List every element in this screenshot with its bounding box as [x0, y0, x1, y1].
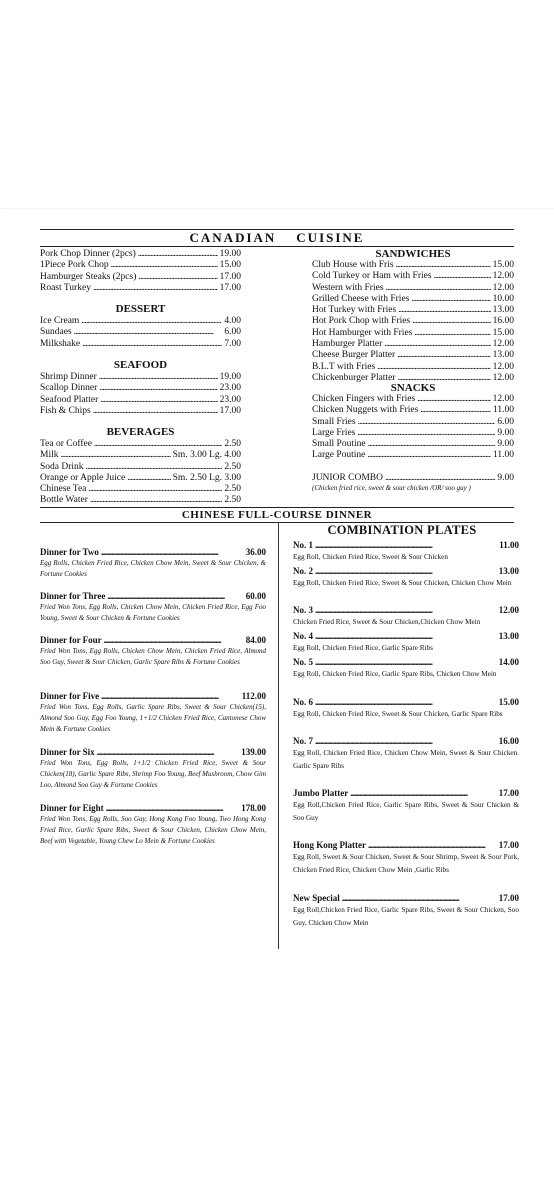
item-name: Dinner for Three — [40, 591, 106, 601]
item-price: 17.00 — [219, 405, 241, 416]
menu-item — [40, 484, 241, 495]
new-special — [293, 892, 519, 930]
combo-plate — [293, 604, 519, 629]
item-name: Bottle Water — [40, 495, 88, 506]
item-name: B.L.T with Fries — [312, 361, 376, 372]
item-price: 11.00 — [499, 540, 519, 550]
menu-item — [40, 802, 266, 814]
menu-item — [40, 746, 266, 758]
item-price: 23.00 — [219, 383, 241, 394]
combo-plate — [293, 696, 519, 721]
menu-item — [293, 565, 519, 577]
chinese-dinner-header: CHINESE FULL-COURSE DINNER — [40, 507, 514, 523]
item-name: Dinner for Two — [40, 547, 99, 557]
dinner-block — [40, 546, 266, 580]
item-price: 16.00 — [492, 316, 514, 327]
item-name: Small Fries — [312, 416, 356, 427]
item-name: Jumbo Platter — [293, 788, 349, 798]
dinner-block — [40, 802, 266, 847]
item-price: 11.00 — [492, 450, 514, 461]
item-price: 6.00 — [497, 416, 514, 427]
item-price: 12.00 — [492, 282, 514, 293]
item-description: Fried Won Tons, Egg Rolls, 1+1/2 Chicken Fried Rice, Sweet & Sour Chicken(18), Garlic Spare Ribs, Shrimp Foo Young, Beef Mushroom, Chow Gim Loo, Almond Soo Guy & Fortune Cookies — [40, 759, 266, 789]
item-name: Fish & Chips — [40, 405, 91, 416]
item-name: New Special — [293, 893, 340, 903]
item-price: 17.00 — [498, 788, 519, 798]
item-price: 11.00 — [492, 405, 514, 416]
item-price: 12.00 — [492, 394, 514, 404]
item-name: Dinner for Four — [40, 635, 102, 645]
beverages-list — [40, 439, 241, 507]
dinner-block — [40, 590, 266, 624]
menu-item — [40, 327, 241, 338]
item-price: 139.00 — [241, 747, 266, 757]
combo-plate — [293, 539, 519, 564]
item-name: No. 6 — [293, 697, 313, 707]
canadian-title: CANADIAN — [189, 230, 277, 245]
item-name: Club House with Fris — [312, 260, 394, 270]
item-description: Fried Won Tons, Egg Rolls, Soo Guy, Hong Kong Foo Young, Two Hong Kong Fried Rice, Garlic Spare Ribs, Sweet & Sour Chicken, Chicken Chow Mein, Beef with Vegetable, Young Chew Lo Mein & Fortune Cookies — [40, 815, 266, 845]
combo-plate — [293, 565, 519, 590]
sandwiches-heading: SANDWICHES — [375, 248, 451, 260]
item-price: 17.00 — [219, 271, 241, 282]
menu-item — [293, 839, 519, 851]
item-price: 9.00 — [497, 439, 514, 450]
menu-item — [40, 383, 241, 394]
menu-item — [312, 405, 514, 416]
item-name: Sundaes — [40, 327, 72, 338]
item-price: 60.00 — [245, 591, 266, 601]
item-name: Chicken Nuggets with Fries — [312, 405, 419, 416]
menu-item — [40, 283, 241, 294]
background-bottom — [0, 992, 554, 1200]
beverages-heading: BEVERAGES — [106, 426, 175, 438]
item-name: No. 5 — [293, 657, 313, 667]
menu-item — [40, 546, 266, 558]
item-name: Large Fries — [312, 427, 356, 438]
dessert-list — [40, 316, 241, 350]
menu-item — [40, 590, 266, 602]
item-name: Orange or Apple Juice — [40, 472, 126, 483]
item-price: 19.00 — [219, 249, 241, 259]
item-price: 23.00 — [219, 394, 241, 405]
menu-item — [293, 735, 519, 747]
menu-item — [40, 450, 241, 461]
item-description: Egg Roll, Chicken Fried Rice, Garlic Spare Ribs — [293, 644, 433, 652]
item-price: 13.00 — [498, 566, 519, 576]
item-name: Small Poutine — [312, 439, 366, 450]
item-name: Milk — [40, 450, 59, 461]
item-price: 4.00 — [224, 316, 241, 326]
menu-item — [312, 316, 514, 327]
item-description: Chicken Fried Rice, Sweet & Sour Chicken,Chicken Chow Mein — [293, 618, 481, 626]
menu-item — [40, 395, 241, 406]
menu-item — [40, 249, 241, 260]
item-name: Cheese Burger Platter — [312, 350, 396, 361]
item-price: 12.00 — [492, 361, 514, 372]
dinner-block — [40, 690, 266, 735]
menu-item — [293, 696, 519, 708]
menu-item — [40, 462, 241, 473]
item-price: Sm. 2.50 Lg. 3.00 — [172, 472, 241, 483]
item-price: 36.00 — [245, 547, 266, 557]
item-name: Tea or Coffee — [40, 439, 92, 449]
item-name: Hot Hamburger with Fries — [312, 327, 413, 338]
menu-item — [40, 272, 241, 283]
item-price: 17.00 — [498, 893, 519, 903]
item-price: 19.00 — [219, 372, 241, 382]
menu-item — [293, 656, 519, 668]
item-price: 12.00 — [492, 271, 514, 282]
menu-item — [293, 892, 519, 904]
menu-item — [293, 787, 519, 799]
menu-item — [312, 350, 514, 361]
combination-plates-heading: COMBINATION PLATES — [327, 523, 477, 537]
item-name: JUNIOR COMBO — [312, 473, 383, 483]
menu-item — [312, 450, 514, 461]
dinner-block — [40, 634, 266, 668]
item-price: 13.00 — [492, 305, 514, 316]
item-name: Dinner for Eight — [40, 803, 104, 813]
menu-item — [312, 417, 514, 428]
canadian-mains-list — [40, 249, 241, 294]
item-name: Chicken Fingers with Fries — [312, 394, 416, 404]
item-name: Roast Turkey — [40, 282, 91, 293]
item-price: 2.50 — [224, 461, 241, 472]
item-description: Egg Roll, Chicken Fried Rice, Sweet & Sour Chicken — [293, 553, 448, 561]
menu-item — [40, 690, 266, 702]
junior-combo-note: (Chicken fried rice, sweet & sour chicken /OR/ soo guy ) — [312, 484, 471, 493]
item-price: Sm. 3.00 Lg. 4.00 — [172, 450, 241, 461]
junior-combo — [312, 473, 514, 493]
menu-item — [312, 428, 514, 439]
item-price: 10.00 — [492, 293, 514, 304]
item-name: Hong Kong Platter — [293, 840, 366, 850]
item-description: Egg Roll, Sweet & Sour Chicken, Sweet & Sour Shrimp, Sweet & Sour Pork, Chicken Fried Rice, Chicken Chow Mein ,Garlic Ribs — [293, 853, 519, 874]
item-name: Soda Drink — [40, 461, 84, 472]
seafood-list — [40, 372, 241, 417]
dinner-block — [40, 746, 266, 791]
menu-item — [312, 305, 514, 316]
combo-plate — [293, 656, 519, 681]
item-price: 9.00 — [497, 427, 514, 438]
item-price: 12.00 — [492, 372, 514, 383]
item-name: 1Piece Pork Chop — [40, 260, 109, 271]
dessert-heading: DESSERT — [115, 303, 166, 315]
menu-item — [312, 294, 514, 305]
menu-item — [312, 439, 514, 450]
menu-item — [40, 372, 241, 383]
item-name: Hot Pork Chop with Fries — [312, 316, 411, 327]
menu-item — [40, 260, 241, 271]
item-description: Egg Roll,Chicken Fried Rice, Garlic Spare Ribs, Sweet & Sour Chicken & Soo Guy — [293, 801, 519, 822]
menu-item — [40, 316, 241, 327]
menu-item — [40, 473, 241, 484]
item-price: 6.00 — [224, 327, 241, 338]
item-price: 2.50 — [224, 439, 241, 449]
item-price: 17.00 — [498, 840, 519, 850]
item-description: Egg Roll, Chicken Fried Rice, Garlic Spare Ribs, Chicken Chow Mein — [293, 670, 497, 678]
seafood-heading: SEAFOOD — [113, 359, 168, 371]
item-price: 112.00 — [241, 691, 266, 701]
item-name: Ice Cream — [40, 316, 80, 326]
item-description: Egg Roll, Chicken Fried Rice, Sweet & Sour Chicken, Garlic Spare Ribs — [293, 710, 503, 718]
combo-plate — [293, 630, 519, 655]
item-price: 2.50 — [224, 484, 241, 495]
item-name: No. 4 — [293, 631, 313, 641]
item-name: Large Poutine — [312, 450, 366, 461]
item-name: Cold Turkey or Ham with Fries — [312, 271, 432, 282]
item-price: 13.00 — [492, 350, 514, 361]
item-name: No. 2 — [293, 566, 313, 576]
item-name: Hamburger Steaks (2pcs) — [40, 271, 137, 282]
item-price: 14.00 — [498, 657, 519, 667]
item-price: 17.00 — [219, 282, 241, 293]
menu-item — [40, 339, 241, 350]
item-name: Milkshake — [40, 338, 81, 349]
canadian-cuisine-header — [40, 229, 514, 247]
menu-item — [293, 539, 519, 551]
sandwiches-list — [312, 260, 514, 384]
item-price: 15.00 — [498, 697, 519, 707]
item-description: Fried Won Tons, Egg Rolls, Garlic Spare Ribs, Sweet & Sour Chicken(15), Almond Soo Guy, Egg Foo Young, 1+1/2 Chicken Fried Rice, Cantonese Chow Mein & Fortune Cookies — [40, 703, 266, 733]
menu-item — [40, 406, 241, 417]
item-price: 84.00 — [245, 635, 266, 645]
item-description: Egg Roll, Chicken Fried Rice, Chicken Chow Mein, Sweet & Sour Chicken. Garlic Spare Ribs — [293, 749, 519, 770]
menu-item — [312, 328, 514, 339]
item-name: Seafood Platter — [40, 394, 99, 405]
menu-item — [312, 362, 514, 373]
item-description: Egg Rolls, Chicken Fried Rice, Chicken Chow Mein, Sweet & Sour Chicken, & Fortune Cookies — [40, 559, 266, 578]
item-name: Western with Fries — [312, 282, 384, 293]
menu-item — [312, 394, 514, 405]
item-name: No. 1 — [293, 540, 313, 550]
cuisine-title: CUISINE — [296, 230, 365, 245]
menu-item — [40, 634, 266, 646]
item-name: Hamburger Platter — [312, 339, 383, 350]
menu-item — [312, 260, 514, 271]
item-price: 15.00 — [219, 260, 241, 271]
item-description: Egg Roll,Chicken Fried Rice, Garlic Spare Ribs, Sweet & Sour Chicken, Soo Guy, Chicken Chow Mein — [293, 906, 519, 927]
snacks-heading: SNACKS — [390, 382, 436, 394]
item-price: 9.00 — [497, 473, 514, 483]
menu-item — [312, 339, 514, 350]
item-name: Chickenburger Platter — [312, 372, 396, 383]
jumbo-platter — [293, 787, 519, 825]
menu-item — [293, 630, 519, 642]
background-top — [0, 0, 554, 209]
item-price: 12.00 — [498, 605, 519, 615]
item-name: Hot Turkey with Fries — [312, 305, 397, 316]
item-name: Grilled Cheese with Fries — [312, 293, 410, 304]
item-price: 178.00 — [241, 803, 266, 813]
combo-plate — [293, 735, 519, 773]
menu-item — [312, 283, 514, 294]
item-name: Dinner for Six — [40, 747, 95, 757]
item-name: Shrimp Dinner — [40, 372, 97, 382]
item-description: Egg Roll, Chicken Fried Rice, Sweet & Sour Chicken, Chicken Chow Mein — [293, 579, 512, 587]
menu-item — [40, 439, 241, 450]
item-name: Dinner for Five — [40, 691, 100, 701]
column-divider — [278, 522, 279, 949]
item-price: 16.00 — [498, 736, 519, 746]
item-name: No. 3 — [293, 605, 313, 615]
menu-item — [293, 604, 519, 616]
menu-item — [312, 473, 514, 484]
item-price: 2.50 — [224, 495, 241, 506]
menu-item — [40, 495, 241, 506]
item-description: Fried Won Tons, Egg Rolls, Chicken Chow Mein, Chicken Fried Rice, Almond Soo Guy, Sweet & Sour Chicken, Garlic Spare Ribs & Fortune Cookies — [40, 647, 266, 666]
hong-kong-platter — [293, 839, 519, 877]
item-description: Fried Won Tons, Egg Rolls, Chicken Chow Mein, Chicken Fried Rice, Egg Foo Young, Sweet & Sour Chicken & Fortune Cookies — [40, 603, 266, 622]
menu-item — [312, 271, 514, 282]
item-price: 13.00 — [498, 631, 519, 641]
item-name: Pork Chop Dinner (2pcs) — [40, 249, 136, 259]
item-price: 15.00 — [492, 260, 514, 270]
item-name: Chinese Tea — [40, 484, 87, 495]
item-name: Scallop Dinner — [40, 383, 98, 394]
item-price: 15.00 — [492, 327, 514, 338]
item-price: 12.00 — [492, 339, 514, 350]
item-price: 7.00 — [224, 338, 241, 349]
item-name: No. 7 — [293, 736, 313, 746]
snacks-list — [312, 394, 514, 462]
